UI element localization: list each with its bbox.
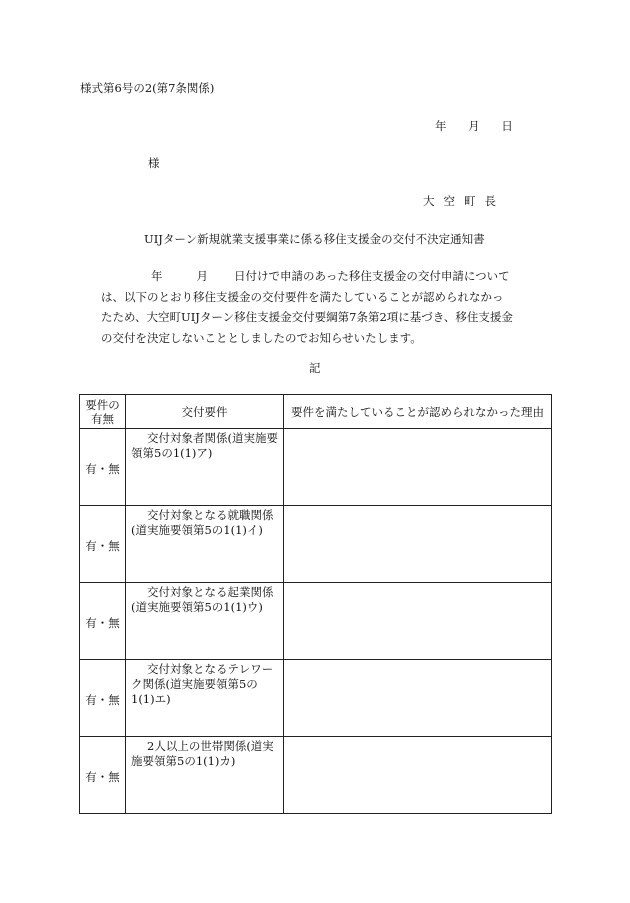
row-umu: 有・無 — [80, 506, 126, 583]
row-condition — [126, 506, 284, 583]
row-condition — [126, 583, 284, 660]
row-reason — [284, 429, 552, 506]
document-title: UIJターン新規就業支援事業に係る移住支援金の交付不決定通知書 — [144, 232, 485, 246]
body-line-3: たため、大空町UIJターン移住支援金交付要綱第7条第2項に基づき、移住支援金 — [101, 310, 513, 324]
row-condition-rest: (道実施要領第5の1(1)ウ) — [131, 600, 263, 614]
table-row — [80, 506, 552, 583]
header-umu-line1: 要件の — [85, 397, 120, 412]
row-condition-line1: 交付対象となるテレワー — [147, 662, 274, 676]
row-umu: 有・無 — [80, 660, 126, 737]
ki-heading: 記 — [309, 361, 321, 375]
row-condition — [126, 429, 284, 506]
row-condition-line1: 交付対象となる起業関係 — [147, 585, 274, 599]
recipient-suffix: 様 — [148, 156, 160, 170]
date-day: 日 — [501, 119, 513, 133]
header-umu — [80, 395, 126, 429]
row-reason — [284, 506, 552, 583]
table-row — [80, 737, 552, 814]
date-month: 月 — [468, 119, 480, 133]
body-line-4: の交付を決定しないこととしましたのでお知らせいたします。 — [101, 330, 422, 345]
row-umu: 有・無 — [80, 583, 126, 660]
issuer: 大空町長 — [423, 194, 505, 208]
row-condition — [126, 660, 284, 737]
header-umu-line2: 有無 — [91, 411, 114, 426]
table-row — [80, 583, 552, 660]
row-condition-rest: 施要領第5の1(1)カ) — [131, 754, 236, 768]
body-line-1 — [101, 266, 521, 287]
table-header-row — [80, 395, 552, 429]
row-reason — [284, 583, 552, 660]
requirements-table — [79, 394, 552, 814]
row-reason — [284, 737, 552, 814]
body-line-1-rest: 日付けで申請のあった移住支援金の交付申請について — [234, 269, 510, 283]
header-reason: 要件を満たしていることが認められなかった理由 — [284, 395, 552, 429]
date-year: 年 — [435, 119, 447, 133]
date-line — [435, 118, 513, 134]
table-row — [80, 660, 552, 737]
table-row — [80, 429, 552, 506]
body-month: 月 — [196, 269, 208, 283]
row-condition-rest: (道実施要領第5の1(1)イ) — [131, 523, 263, 537]
header-condition: 交付要件 — [126, 395, 284, 429]
row-condition-line1: 2人以上の世帯関係(道実 — [147, 739, 274, 753]
row-condition-rest: ク関係(道実施要領第5の1(1)エ) — [131, 677, 258, 706]
row-condition — [126, 737, 284, 814]
row-umu: 有・無 — [80, 429, 126, 506]
form-number: 様式第6号の2(第7条関係) — [80, 81, 215, 95]
row-umu: 有・無 — [80, 737, 126, 814]
row-condition-line1: 交付対象者関係(道実施要 — [147, 431, 278, 445]
body-line-2: は、以下のとおり移住支援金の交付要件を満たしていることが認められなかっ — [101, 289, 504, 304]
row-condition-rest: 領第5の1(1)ア) — [131, 446, 213, 460]
body-year: 年 — [151, 269, 163, 283]
row-reason — [284, 660, 552, 737]
row-condition-line1: 交付対象となる就職関係 — [147, 508, 274, 522]
body-text — [101, 266, 521, 348]
